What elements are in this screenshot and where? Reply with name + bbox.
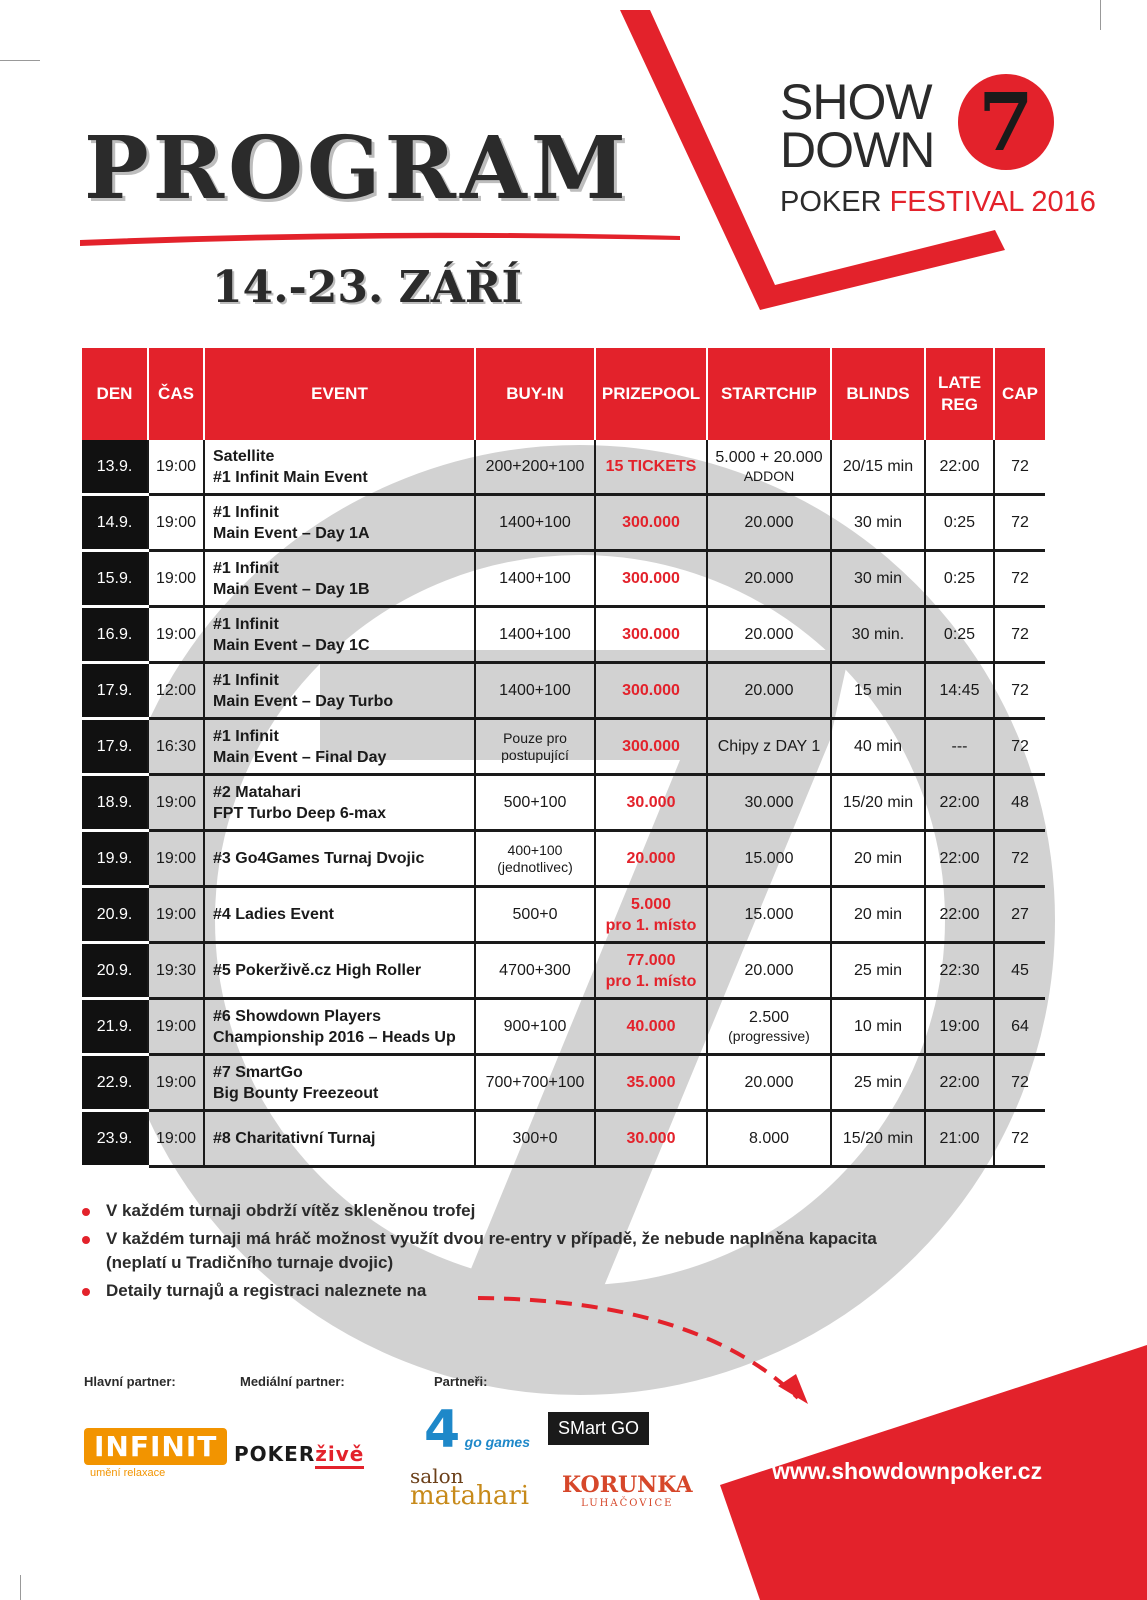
table-cell-day: 15.9. (82, 551, 148, 607)
table-cell-blinds: 20/15 min (831, 440, 925, 495)
infinit-logo-sub: umění relaxace (90, 1467, 166, 1479)
table-cell-blinds: 15 min (831, 663, 925, 719)
table-cell-blinds: 30 min. (831, 607, 925, 663)
table-cell-time: 19:00 (148, 1111, 204, 1167)
table-cell-late-reg: 22:00 (925, 1055, 994, 1111)
table-cell-startchip: 20.000 (707, 943, 831, 999)
table-cell-buyin: 400+100 (jednotlivec) (475, 831, 595, 887)
logo-seven-badge (958, 74, 1054, 170)
table-cell-buyin: 700+700+100 (475, 1055, 595, 1111)
table-cell-startchip: 20.000 (707, 663, 831, 719)
table-row (82, 495, 1045, 551)
table-cell-event: #6 Showdown Players Championship 2016 – Heads Up (204, 999, 475, 1055)
table-cell-prizepool: 300.000 (595, 607, 707, 663)
table-cell-time: 19:00 (148, 551, 204, 607)
table-cell-prizepool: 20.000 (595, 831, 707, 887)
matahari-text: matahari (410, 1481, 530, 1511)
table-cell-cap: 72 (994, 1111, 1045, 1167)
table-cell-blinds: 30 min (831, 551, 925, 607)
table-row (82, 1055, 1045, 1111)
logo-line-2: DOWN (780, 122, 935, 178)
infinit-logo-text: INFINIT (84, 1428, 227, 1465)
table-cell-cap: 72 (994, 1055, 1045, 1111)
table-cell-prizepool: 30.000 (595, 1111, 707, 1167)
table-cell-blinds: 25 min (831, 1055, 925, 1111)
table-cell-prizepool: 40.000 (595, 999, 707, 1055)
table-cell-startchip: 5.000 + 20.000 ADDON (707, 440, 831, 495)
table-cell-late-reg: 0:25 (925, 607, 994, 663)
table-cell-event: #2 Matahari FPT Turbo Deep 6-max (204, 775, 475, 831)
table-cell-late-reg: 22:00 (925, 887, 994, 943)
table-cell-day: 21.9. (82, 999, 148, 1055)
table-cell-buyin: 1400+100 (475, 551, 595, 607)
table-cell-time: 19:00 (148, 775, 204, 831)
go4games-number: 4 (424, 1400, 461, 1460)
table-cell-startchip: 20.000 (707, 1055, 831, 1111)
table-cell-cap: 45 (994, 943, 1045, 999)
table-cell-blinds: 15/20 min (831, 775, 925, 831)
table-cell-time: 19:00 (148, 440, 204, 495)
table-cell-cap: 72 (994, 719, 1045, 775)
table-cell-prizepool: 300.000 (595, 719, 707, 775)
table-row (82, 663, 1045, 719)
note-item: V každém turnaji má hráč možnost využít dvou re-entry v případě, že nebude naplněna kapacita (82, 1228, 877, 1250)
pokerzive-logo-a: POKER (234, 1442, 316, 1466)
table-cell-cap: 72 (994, 607, 1045, 663)
crop-mark (20, 1575, 21, 1600)
table-cell-day: 23.9. (82, 1111, 148, 1167)
table-cell-startchip: 2.500 (progressive) (707, 999, 831, 1055)
column-header: DEN (82, 348, 148, 440)
table-cell-prizepool: 300.000 (595, 495, 707, 551)
table-cell-buyin: 900+100 (475, 999, 595, 1055)
table-cell-day: 20.9. (82, 943, 148, 999)
crop-mark (1100, 0, 1101, 30)
table-cell-day: 19.9. (82, 831, 148, 887)
column-header: LATE REG (925, 348, 994, 440)
table-cell-time: 19:00 (148, 495, 204, 551)
table-cell-event: #1 Infinit Main Event – Day Turbo (204, 663, 475, 719)
crop-mark (0, 60, 40, 61)
table-header-row (82, 348, 1045, 440)
table-cell-day: 22.9. (82, 1055, 148, 1111)
table-cell-event: #1 Infinit Main Event – Day 1C (204, 607, 475, 663)
table-cell-time: 19:00 (148, 607, 204, 663)
table-cell-event: #3 Go4Games Turnaj Dvojic (204, 831, 475, 887)
table-cell-day: 13.9. (82, 440, 148, 495)
table-row (82, 999, 1045, 1055)
table-row (82, 943, 1045, 999)
table-cell-startchip: 20.000 (707, 551, 831, 607)
table-cell-startchip: 20.000 (707, 607, 831, 663)
table-cell-startchip: 15.000 (707, 831, 831, 887)
table-cell-time: 19:00 (148, 831, 204, 887)
column-header: BLINDS (831, 348, 925, 440)
table-row (82, 887, 1045, 943)
table-cell-day: 17.9. (82, 663, 148, 719)
table-cell-late-reg: 0:25 (925, 495, 994, 551)
table-cell-day: 17.9. (82, 719, 148, 775)
table-cell-cap: 72 (994, 831, 1045, 887)
table-cell-buyin: 200+200+100 (475, 440, 595, 495)
partners-label: Partneři: (434, 1374, 488, 1389)
table-cell-time: 19:00 (148, 999, 204, 1055)
column-header: BUY-IN (475, 348, 595, 440)
table-cell-event: #1 Infinit Main Event – Day 1B (204, 551, 475, 607)
logo-subtitle (780, 186, 1096, 219)
bullet-icon (82, 1208, 90, 1216)
table-cell-blinds: 30 min (831, 495, 925, 551)
media-partner-label: Mediální partner: (240, 1374, 345, 1389)
table-cell-cap: 64 (994, 999, 1045, 1055)
table-cell-time: 19:30 (148, 943, 204, 999)
table-row (82, 440, 1045, 495)
program-table (82, 348, 1045, 1168)
title-underline (80, 228, 680, 246)
table-cell-prizepool: 300.000 (595, 551, 707, 607)
table-cell-prizepool: 77.000 pro 1. místo (595, 943, 707, 999)
table-cell-buyin: Pouze pro postupující (475, 719, 595, 775)
table-cell-startchip: 30.000 (707, 775, 831, 831)
korunka-text: KORUNKA (562, 1472, 693, 1498)
table-cell-blinds: 20 min (831, 831, 925, 887)
bullet-icon (82, 1236, 90, 1244)
table-cell-prizepool: 15 TICKETS (595, 440, 707, 495)
pokerzive-logo (234, 1442, 364, 1466)
table-cell-buyin: 500+100 (475, 775, 595, 831)
table-cell-day: 14.9. (82, 495, 148, 551)
table-cell-cap: 72 (994, 663, 1045, 719)
logo-sub-festival: FESTIVAL 2016 (889, 186, 1096, 218)
note-item: Detaily turnajů a registraci naleznete na (82, 1280, 877, 1302)
table-cell-prizepool: 300.000 (595, 663, 707, 719)
table-cell-late-reg: 22:00 (925, 775, 994, 831)
table-cell-event: #8 Charitativní Turnaj (204, 1111, 475, 1167)
table-row (82, 1111, 1045, 1167)
table-cell-buyin: 1400+100 (475, 607, 595, 663)
table-cell-event: #1 Infinit Main Event – Final Day (204, 719, 475, 775)
logo-sub-poker: POKER (780, 186, 882, 218)
salon-matahari-logo (410, 1464, 530, 1511)
pokerzive-logo-b: živě (315, 1442, 364, 1469)
table-row (82, 775, 1045, 831)
table-row (82, 719, 1045, 775)
column-header: EVENT (204, 348, 475, 440)
table-cell-blinds: 25 min (831, 943, 925, 999)
table-cell-startchip: Chipy z DAY 1 (707, 719, 831, 775)
table-row (82, 607, 1045, 663)
table-cell-cap: 72 (994, 551, 1045, 607)
column-header: STARTCHIP (707, 348, 831, 440)
logo-line-1: SHOW (780, 74, 932, 130)
table-cell-cap: 27 (994, 887, 1045, 943)
table-cell-startchip: 8.000 (707, 1111, 831, 1167)
salon-text: salon (410, 1464, 464, 1488)
table-cell-event: #4 Ladies Event (204, 887, 475, 943)
table-cell-late-reg: 14:45 (925, 663, 994, 719)
table-cell-startchip: 20.000 (707, 495, 831, 551)
column-header: PRIZEPOOL (595, 348, 707, 440)
table-cell-cap: 72 (994, 440, 1045, 495)
table-cell-day: 20.9. (82, 887, 148, 943)
go4games-text: go games (464, 1434, 530, 1450)
note-item-continuation: (neplatí u Tradičního turnaje dvojic) (106, 1253, 394, 1272)
go4games-logo (424, 1400, 530, 1460)
korunka-place: LUHAČOVICE (581, 1498, 674, 1509)
table-cell-buyin: 1400+100 (475, 663, 595, 719)
table-cell-prizepool: 30.000 (595, 775, 707, 831)
table-cell-cap: 72 (994, 495, 1045, 551)
smartgo-logo: SMart GO (548, 1412, 649, 1445)
table-cell-event: Satellite #1 Infinit Main Event (204, 440, 475, 495)
table-cell-late-reg: 0:25 (925, 551, 994, 607)
showdown-logo (780, 74, 1096, 219)
bullet-icon (82, 1288, 90, 1296)
logo-badge-number: 7 (978, 75, 1034, 169)
website-link[interactable]: www.showdownpoker.cz (772, 1458, 1043, 1484)
main-partner-label: Hlavní partner: (84, 1374, 176, 1389)
table-cell-buyin: 500+0 (475, 887, 595, 943)
table-cell-blinds: 10 min (831, 999, 925, 1055)
table-row (82, 551, 1045, 607)
page-title: PROGRAM (84, 118, 630, 219)
festival-dates: 14.-23. ZÁŘÍ (212, 262, 523, 313)
table-cell-day: 16.9. (82, 607, 148, 663)
infinit-logo (84, 1428, 227, 1479)
korunka-logo (562, 1472, 693, 1509)
note-item: V každém turnaji obdrží vítěz skleněnou trofej (82, 1200, 877, 1222)
table-cell-late-reg: 19:00 (925, 999, 994, 1055)
table-row (82, 831, 1045, 887)
table-cell-startchip: 15.000 (707, 887, 831, 943)
table-cell-late-reg: 21:00 (925, 1111, 994, 1167)
dashed-arrow-icon (478, 1290, 818, 1410)
table-cell-buyin: 1400+100 (475, 495, 595, 551)
table-cell-late-reg: --- (925, 719, 994, 775)
table-cell-late-reg: 22:00 (925, 831, 994, 887)
table-cell-buyin: 300+0 (475, 1111, 595, 1167)
table-cell-blinds: 20 min (831, 887, 925, 943)
column-header: CAP (994, 348, 1045, 440)
table-cell-time: 19:00 (148, 1055, 204, 1111)
table-cell-time: 19:00 (148, 887, 204, 943)
table-cell-cap: 48 (994, 775, 1045, 831)
table-cell-time: 16:30 (148, 719, 204, 775)
table-cell-event: #1 Infinit Main Event – Day 1A (204, 495, 475, 551)
table-cell-day: 18.9. (82, 775, 148, 831)
table-cell-event: #5 Pokerživě.cz High Roller (204, 943, 475, 999)
table-cell-time: 12:00 (148, 663, 204, 719)
table-cell-blinds: 40 min (831, 719, 925, 775)
table-body (82, 440, 1045, 1167)
table-cell-late-reg: 22:00 (925, 440, 994, 495)
table-cell-buyin: 4700+300 (475, 943, 595, 999)
table-cell-blinds: 15/20 min (831, 1111, 925, 1167)
table-cell-late-reg: 22:30 (925, 943, 994, 999)
table-cell-prizepool: 5.000 pro 1. místo (595, 887, 707, 943)
table-cell-prizepool: 35.000 (595, 1055, 707, 1111)
column-header: ČAS (148, 348, 204, 440)
table-cell-event: #7 SmartGo Big Bounty Freezeout (204, 1055, 475, 1111)
